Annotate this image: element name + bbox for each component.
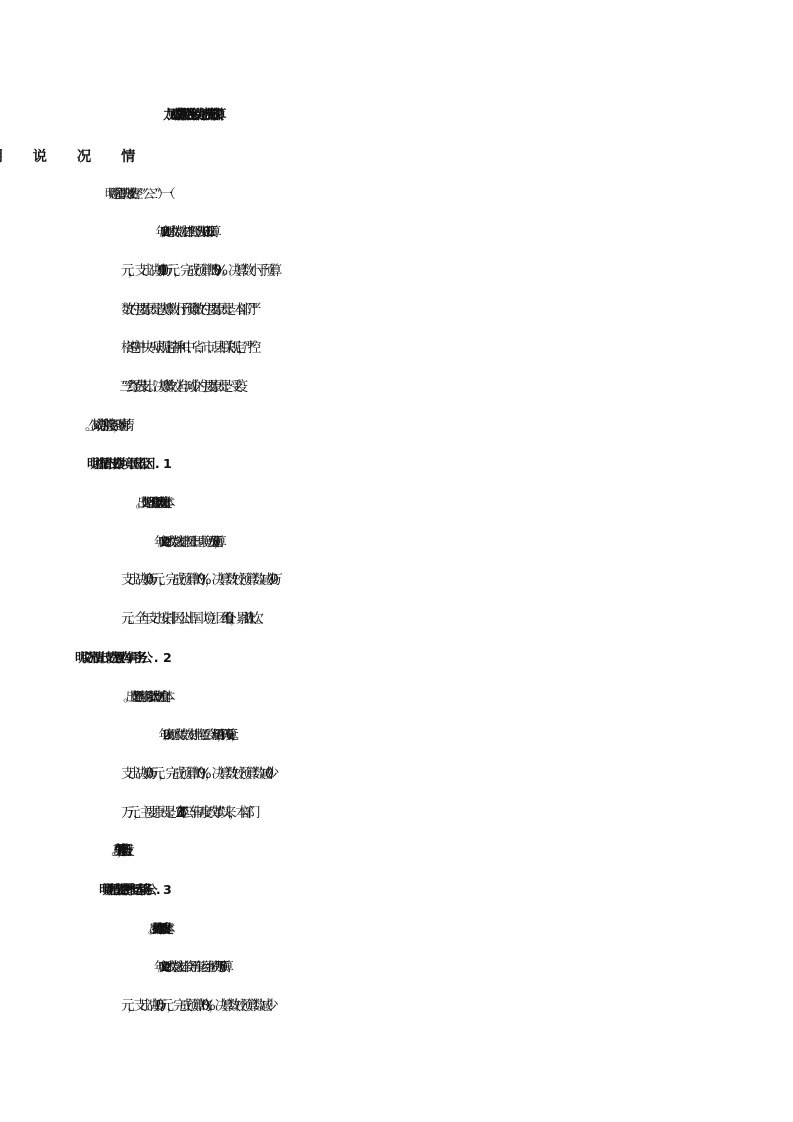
paragraph-line: 元。全年支出安排因公出国（境）团组 0 个，累计 0 人次。 — [121, 611, 263, 627]
subsection-title — [163, 644, 793, 672]
heading-line-1: 九、财政拨款“三公”经费及会议费、培训费支出决算 — [163, 108, 216, 123]
heading-line-2 — [121, 143, 793, 171]
paragraph-line — [163, 915, 793, 943]
section-title — [163, 180, 793, 208]
paragraph-line: 支出决算 0 万元，完成预算的 0%，决算数较预算数减少 0 万 — [121, 572, 277, 588]
paragraph-line: 数的主要原因是决算数小于预算数的主要原因是：本部门严 — [121, 302, 253, 318]
paragraph-line: “三公”经费支出。决算数较上年减少的主要原因是：受疫 — [121, 379, 240, 395]
paragraph-line — [121, 412, 793, 440]
paragraph-line: 2022 年度财政拨款安排因公出国（境）费预算 0 万元， — [163, 534, 218, 549]
paragraph-line: 支出决算 0 万元，完成预算的 0%，决算数较预算数减少 0 — [121, 766, 267, 782]
paragraph-line — [163, 683, 793, 711]
paragraph-line: 2022 年度财政拨款安排购置公务用车 0 辆，预算 0 万元， — [163, 727, 236, 742]
paragraph-line: 2022 年度财政拨款安排“三公”经费支出预算 2.00 万 — [163, 224, 201, 239]
paragraph-line: 万元，主要原因是：2015 年“公车制度改革”以来，本部门 — [121, 805, 254, 821]
paragraph-line — [121, 837, 793, 865]
paragraph-line — [163, 489, 793, 517]
paragraph-line: 元，支出决算 0 万元，完成预算的 0%，决算数较预算数减少 — [121, 998, 272, 1014]
paragraph-line: 2022 年度财政拨款安排公务用车运行维护费用预算 0 万 — [163, 959, 218, 974]
paragraph-line: 元，支出决算 1.00 万元，完成预算的 50%。决算数小于预算 — [121, 263, 276, 279]
subsection-title — [163, 876, 793, 904]
subsection-title — [163, 450, 793, 478]
paragraph-line: 格遵守中央八项规定精神和中、省、市、县相关规定，严控 — [121, 340, 253, 356]
